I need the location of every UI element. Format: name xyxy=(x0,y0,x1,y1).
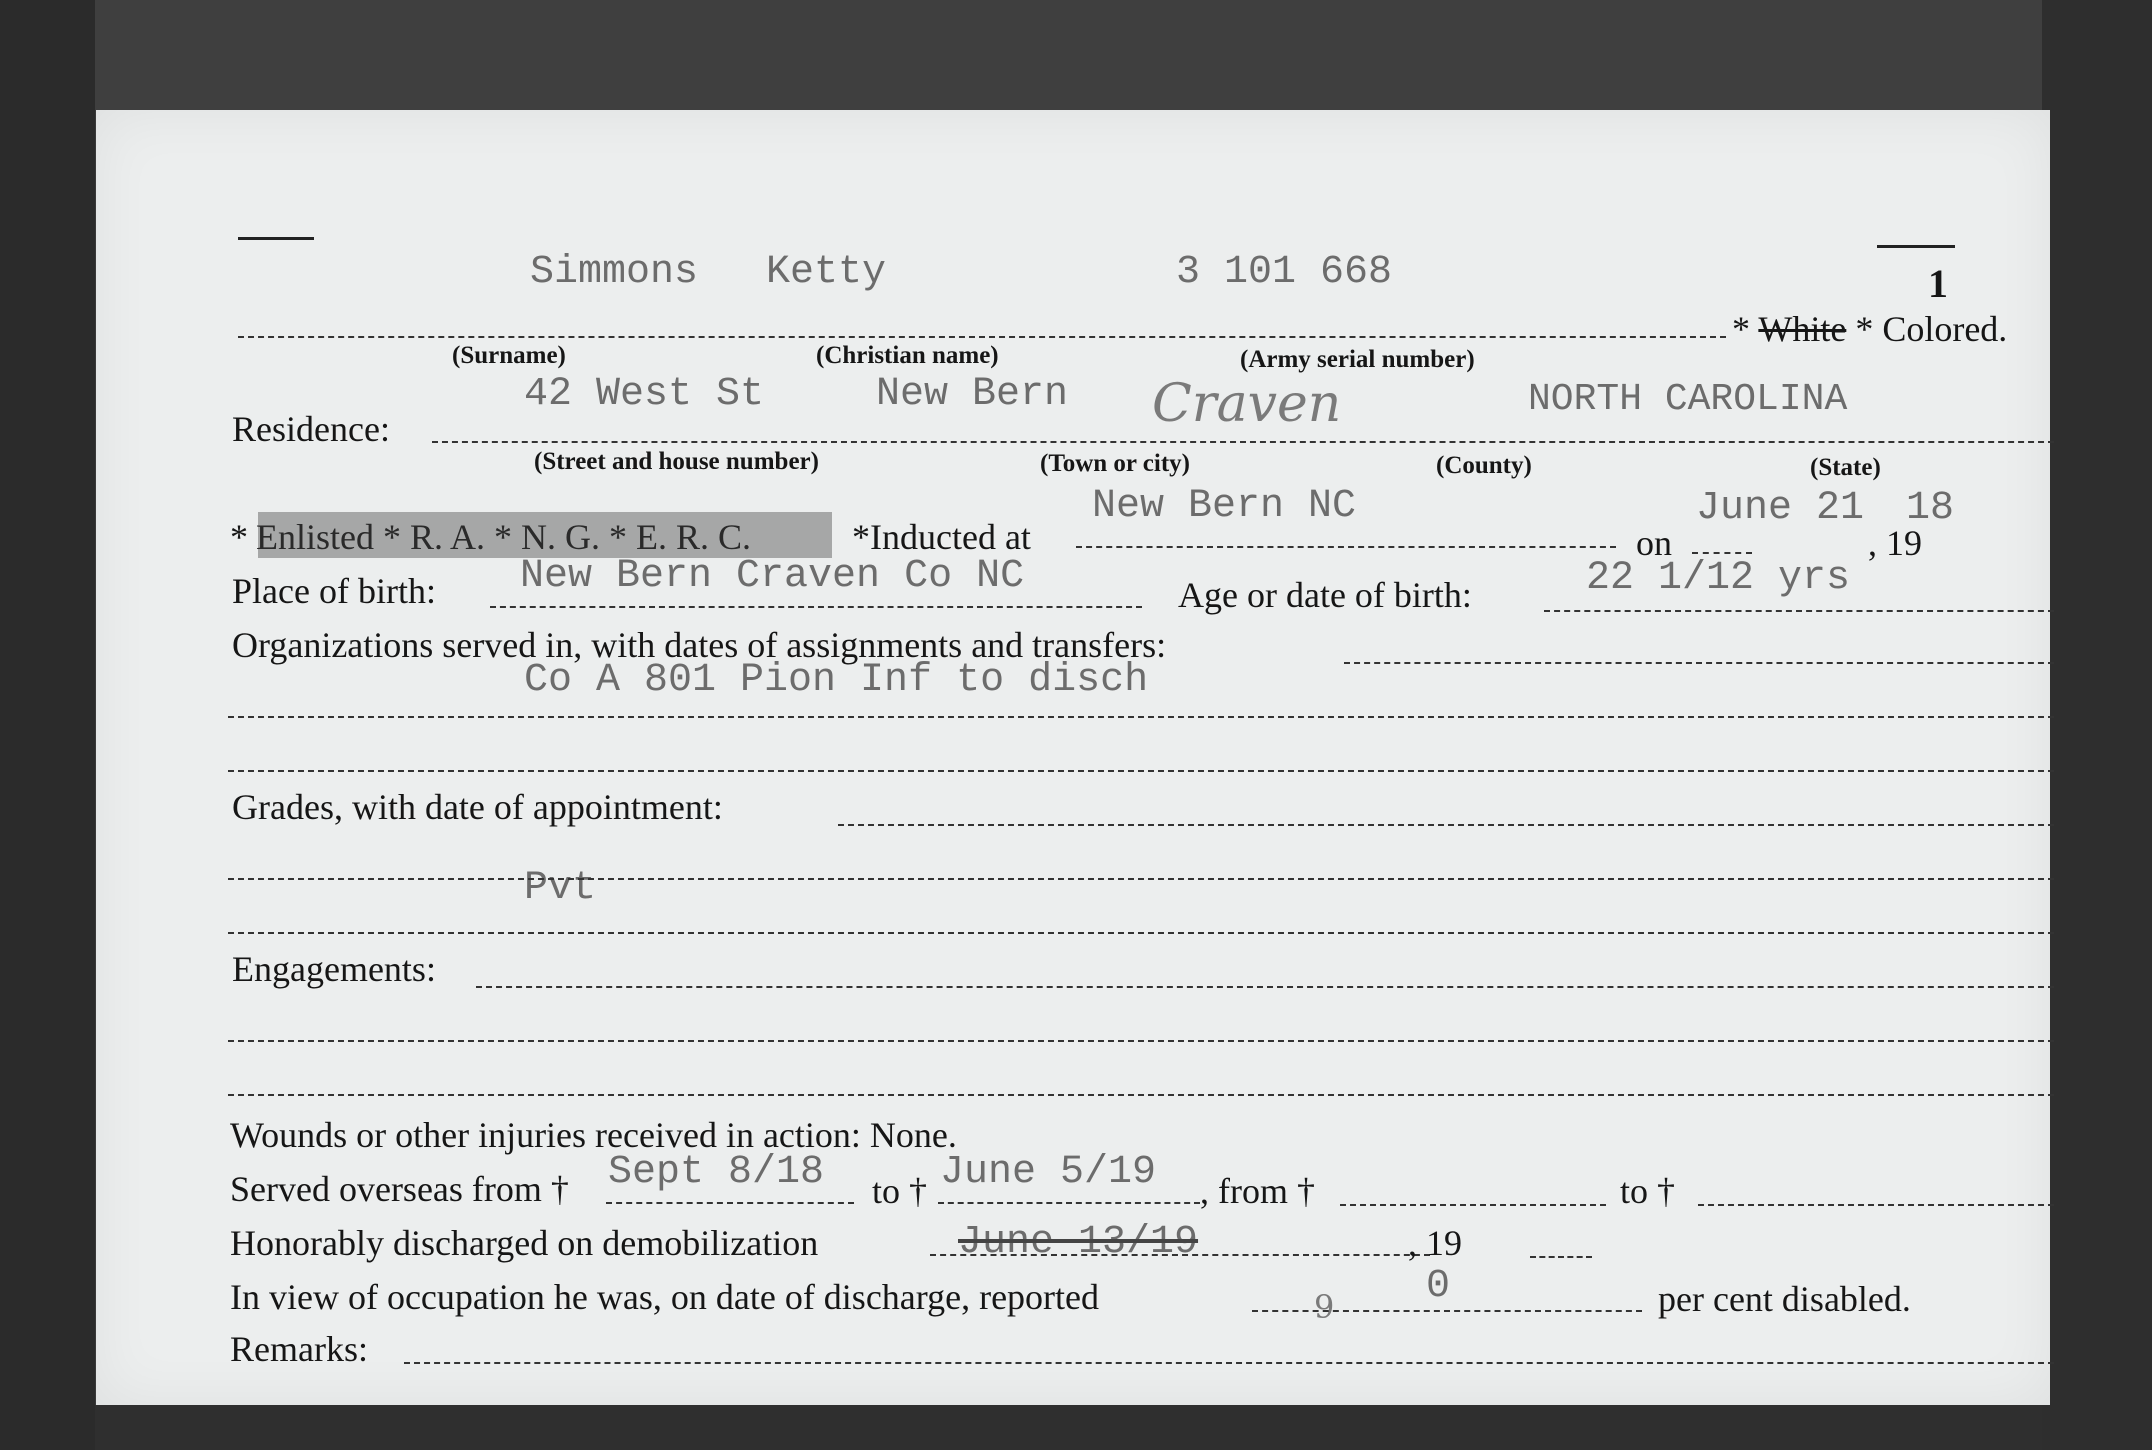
discharge-line xyxy=(930,1254,1430,1256)
christian-name-value: Ketty xyxy=(766,250,887,295)
inducted-at-value: New Bern NC xyxy=(1092,484,1357,529)
scan-border-left xyxy=(0,0,95,1450)
discharge-date-value: June 13/19 xyxy=(958,1220,1199,1265)
overseas-label: Served overseas from † xyxy=(230,1169,569,1209)
place-of-birth-label: Place of birth: xyxy=(232,571,436,611)
overseas-to2-line xyxy=(1698,1204,2054,1206)
year-label: , 19 xyxy=(1868,523,1922,563)
grades-line-1 xyxy=(838,824,2054,826)
race-field: * White * Colored. xyxy=(1732,309,2008,349)
discharge-year-line xyxy=(1530,1256,1592,1258)
disability-value: 0 xyxy=(1426,1264,1451,1309)
engagements-label: Engagements: xyxy=(232,949,436,989)
disability-suffix: per cent disabled. xyxy=(1658,1279,1911,1319)
overseas-from-value: Sept 8/18 xyxy=(608,1150,825,1195)
state-value: NORTH CAROLINA xyxy=(1528,378,1848,421)
organizations-line-1 xyxy=(1344,662,2054,664)
overseas-from2-line xyxy=(1340,1204,1606,1206)
induction-year-value: 18 xyxy=(1906,486,1955,531)
county-value: Craven xyxy=(1152,374,1342,434)
engagements-line-2 xyxy=(228,1040,2054,1042)
wounds-label: Wounds or other injuries received in action: None. xyxy=(230,1115,957,1155)
discharge-year-label: , 19 xyxy=(1408,1223,1462,1263)
grades-line-2 xyxy=(228,878,2054,880)
residence-label: Residence: xyxy=(232,409,390,449)
race-colored: Colored. xyxy=(1882,309,2008,349)
serial-number-value: 3 101 668 xyxy=(1176,250,1393,295)
corner-rule xyxy=(238,237,314,240)
scan-border-right xyxy=(2042,0,2152,1450)
street-caption: (Street and house number) xyxy=(534,448,819,475)
name-line xyxy=(238,336,1726,338)
overseas-to2-label: to † xyxy=(1620,1171,1676,1211)
enlistment-asterisk: * xyxy=(230,517,248,557)
organizations-line-2 xyxy=(228,716,2054,718)
age-line xyxy=(1544,610,2054,612)
town-caption: (Town or city) xyxy=(1040,450,1190,477)
corner-rule-right xyxy=(1877,245,1955,248)
age-label: Age or date of birth: xyxy=(1178,575,1472,615)
discharge-label: Honorably discharged on demobilization xyxy=(230,1223,819,1263)
inducted-label: *Inducted at xyxy=(852,517,1031,557)
county-caption: (County) xyxy=(1436,452,1532,479)
card-number: 1 xyxy=(1928,261,1948,306)
street-value: 42 West St xyxy=(524,372,765,417)
grades-value: Pvt xyxy=(524,866,597,911)
on-line xyxy=(1692,552,1752,554)
engagements-line-1 xyxy=(476,986,2054,988)
surname-caption: (Surname) xyxy=(452,342,566,369)
state-caption: (State) xyxy=(1810,454,1881,481)
disability-label: In view of occupation he was, on date of discharge, reported xyxy=(230,1277,1100,1317)
disability-line xyxy=(1252,1310,1642,1312)
on-label: on xyxy=(1636,523,1672,563)
race-white: White xyxy=(1758,309,1847,349)
remarks-line xyxy=(404,1362,2054,1364)
residence-line xyxy=(432,441,2054,443)
organizations-value: Co A 801 Pion Inf to disch xyxy=(524,658,1149,703)
overseas-to-label: to † xyxy=(872,1171,928,1211)
remarks-label: Remarks: xyxy=(230,1329,368,1369)
surname-value: Simmons xyxy=(530,250,699,295)
organizations-line-3 xyxy=(228,770,2054,772)
birth-place-line xyxy=(490,606,1142,608)
grades-label: Grades, with date of appointment: xyxy=(232,787,723,827)
overseas-to-line xyxy=(938,1202,1200,1204)
overseas-to-value: June 5/19 xyxy=(940,1150,1157,1195)
disability-mark: 9 xyxy=(1314,1288,1335,1326)
town-value: New Bern xyxy=(876,372,1069,417)
scan-border-top xyxy=(95,0,2042,110)
place-of-birth-value: New Bern Craven Co NC xyxy=(520,554,1025,599)
grades-line-3 xyxy=(228,932,2054,934)
overseas-from-line xyxy=(606,1202,854,1204)
organizations-label: Organizations served in, with dates of assignments and transfers: xyxy=(232,625,1167,665)
induction-date-value: June 21 xyxy=(1696,486,1865,531)
overseas-from2-label: , from † xyxy=(1200,1171,1315,1211)
engagements-line-3 xyxy=(228,1094,2054,1096)
christian-name-caption: (Christian name) xyxy=(816,342,999,369)
enlisted-options: Enlisted * R. A. * N. G. * E. R. C. xyxy=(256,517,752,557)
inducted-line xyxy=(1076,546,1616,548)
scan-border-bottom xyxy=(95,1405,2042,1450)
serial-caption: (Army serial number) xyxy=(1240,346,1475,373)
service-record-card xyxy=(96,110,2050,1405)
age-value: 22 1/12 yrs xyxy=(1586,556,1851,601)
